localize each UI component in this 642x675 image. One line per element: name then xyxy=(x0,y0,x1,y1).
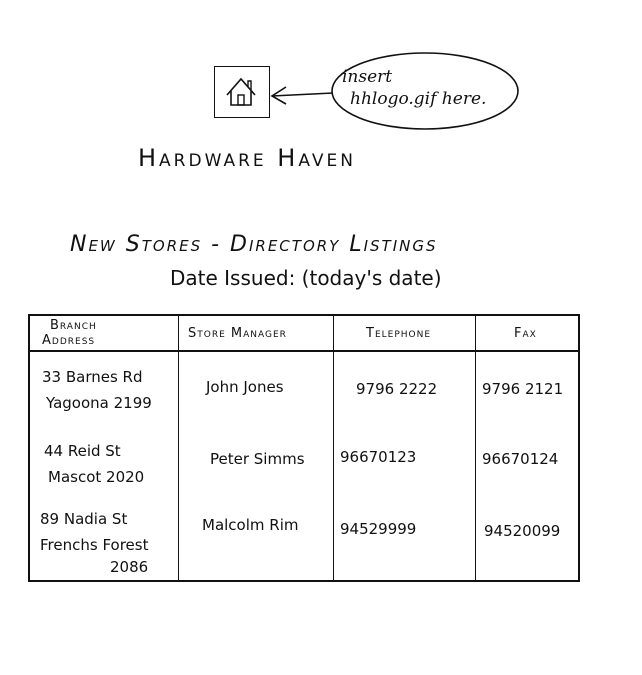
table-row-address xyxy=(40,506,148,576)
date-issued: Date Issued: (today's date) xyxy=(170,266,442,290)
header-fax: Fax xyxy=(514,326,537,341)
table-row-manager: John Jones xyxy=(206,378,284,396)
house-icon xyxy=(215,67,271,119)
address-street: 89 Nadia St xyxy=(40,510,128,528)
address-suburb: Mascot 2020 xyxy=(48,468,145,486)
header-branch: Branch xyxy=(50,318,97,333)
address-street: 44 Reid St xyxy=(44,442,121,460)
document-title: New Stores - Directory Listings xyxy=(70,232,438,257)
address-suburb: Yagoona 2199 xyxy=(46,394,152,412)
callout-line-1: insert xyxy=(342,67,393,87)
table-row-address xyxy=(42,364,152,416)
header-branch-address xyxy=(42,318,97,348)
header-address: Address xyxy=(42,333,96,348)
table-row-telephone: 94529999 xyxy=(340,520,417,538)
directory-table xyxy=(28,314,580,582)
address-street: 33 Barnes Rd xyxy=(42,368,143,386)
address-postcode: 2086 xyxy=(110,558,149,576)
column-divider xyxy=(178,316,179,580)
company-name: Hardware Haven xyxy=(138,144,356,172)
table-row-manager: Peter Simms xyxy=(210,450,305,468)
callout-note xyxy=(340,66,510,110)
table-row-fax: 94520099 xyxy=(484,522,561,540)
table-row-fax: 9796 2121 xyxy=(482,380,564,398)
table-row-fax: 96670124 xyxy=(482,450,559,468)
callout-line-2: hhlogo.gif here. xyxy=(350,89,487,109)
table-row-telephone: 96670123 xyxy=(340,448,417,466)
logo-placeholder xyxy=(214,66,270,118)
column-divider xyxy=(475,316,476,580)
address-suburb: Frenchs Forest xyxy=(40,536,149,554)
table-row-telephone: 9796 2222 xyxy=(356,380,438,398)
header-store-manager: Store Manager xyxy=(188,326,287,341)
header-telephone: Telephone xyxy=(366,326,432,341)
column-divider xyxy=(333,316,334,580)
header-divider xyxy=(30,350,578,352)
table-row-address xyxy=(44,438,144,490)
table-row-manager: Malcolm Rim xyxy=(202,516,299,534)
